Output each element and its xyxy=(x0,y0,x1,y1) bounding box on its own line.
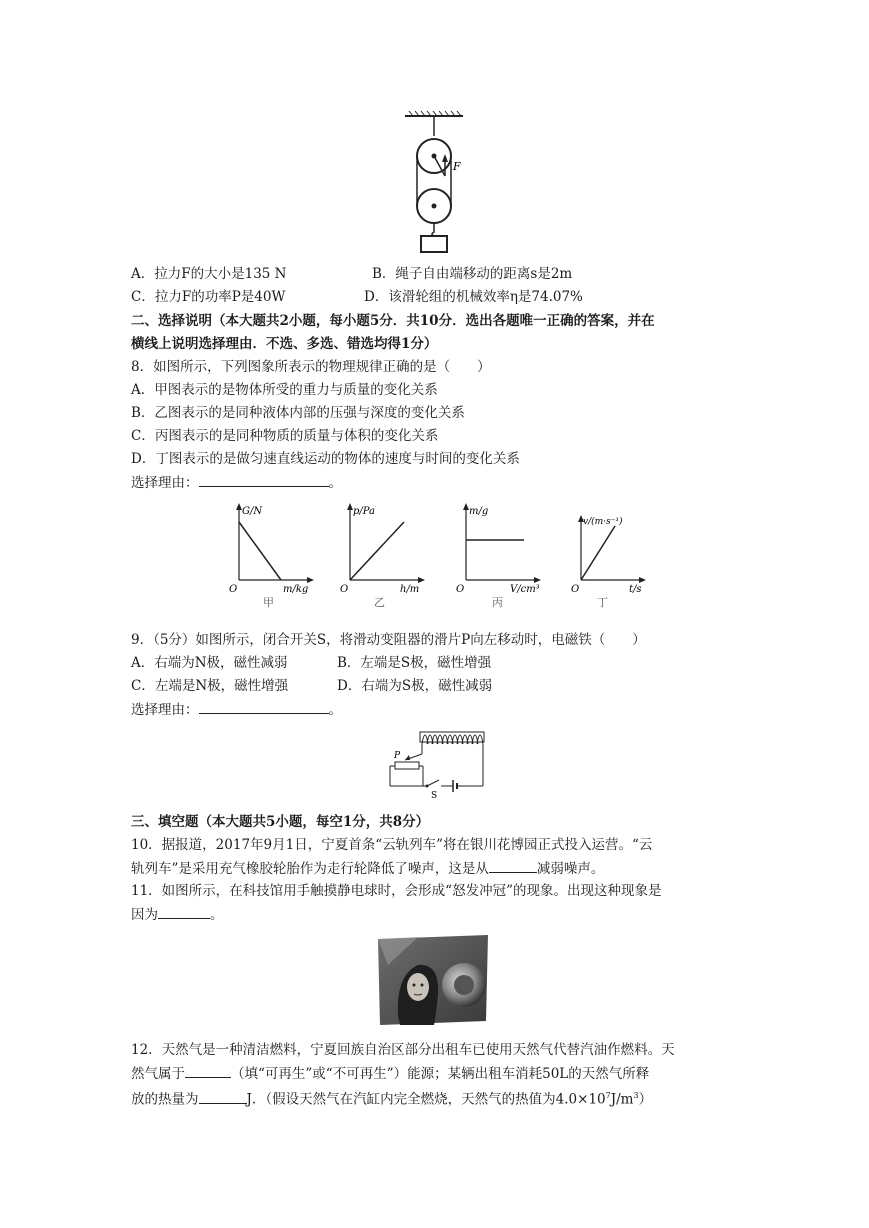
graph-yi-caption: 乙 xyxy=(374,596,385,609)
q12-line2 xyxy=(131,1063,649,1084)
electromagnet-circuit xyxy=(385,722,495,798)
q12-line1: 12．天然气是一种清洁燃料，宁夏回族自治区部分出租车已使用天然气代替汽油作燃料。天 xyxy=(131,1042,675,1058)
graph-ding-origin: O xyxy=(571,584,580,595)
q7-option-a: A．拉力F的大小是135 N xyxy=(131,266,287,282)
q12-line3 xyxy=(131,1086,652,1110)
q8-reason xyxy=(131,472,342,493)
graph-bing-xlabel: V/cm³ xyxy=(510,584,540,595)
q12-blank-1[interactable] xyxy=(185,1063,231,1078)
q7-option-c: C．拉力F的功率P是40W xyxy=(131,289,286,305)
q8-option-b: B．乙图表示的是同种液体内部的压强与深度的变化关系 xyxy=(131,405,465,421)
graph-jia-ylabel: G/N xyxy=(242,506,263,517)
q10-line2 xyxy=(131,858,604,879)
q12-exponent2: 3 xyxy=(633,1091,639,1100)
q10-blank[interactable] xyxy=(489,858,537,873)
graph-jia-origin: O xyxy=(229,584,238,595)
q9-option-b: B．左端是S极，磁性增强 xyxy=(337,655,492,671)
q12-blank-2[interactable] xyxy=(199,1089,247,1104)
graph-bing xyxy=(452,500,547,610)
graph-yi xyxy=(336,500,426,610)
graph-ding-xlabel: t/s xyxy=(629,584,642,595)
q9-option-a: A．右端为N极，磁性减弱 xyxy=(131,655,288,671)
q8-option-c: C．丙图表示的是同种物质的质量与体积的变化关系 xyxy=(131,428,439,444)
graph-yi-ylabel: p/Pa xyxy=(353,506,376,517)
q10-line2a: 轨列车”是采用充气橡胶轮胎作为走行轮降低了噪声，这是从 xyxy=(131,861,489,877)
q7-option-b: B．绳子自由端移动的距离s是2m xyxy=(372,266,573,282)
graph-yi-origin: O xyxy=(340,584,349,595)
q8-option-a: A．甲图表示的是物体所受的重力与质量的变化关系 xyxy=(131,382,438,398)
q9-option-c: C．左端是N极，磁性增强 xyxy=(131,678,289,694)
graph-jia-xlabel: m/kg xyxy=(283,584,309,595)
circuit-p-label: P xyxy=(394,751,401,761)
q9-reason-end: 。 xyxy=(328,702,342,718)
static-ball-photo xyxy=(378,935,488,1025)
q10-line1: 10．据报道，2017年9月1日，宁夏首条“云轨列车”将在银川花博园正式投入运营。“云 xyxy=(131,837,653,853)
pulley-diagram xyxy=(395,108,475,258)
q12-line2b: （填“可再生”或“不可再生”）能源；某辆出租车消耗50L的天然气所释 xyxy=(231,1066,650,1082)
q8-option-d: D．丁图表示的是做匀速直线运动的物体的速度与时间的变化关系 xyxy=(131,451,520,467)
section2-heading-line1: 二、选择说明（本大题共2小题，每小题5分．共10分．选出各题唯一正确的答案，并在 xyxy=(131,313,655,329)
q12-exponent: 7 xyxy=(605,1091,611,1100)
q8-stem: 8．如图所示，下列图象所表示的物理规律正确的是（ ） xyxy=(131,359,491,375)
q8-reason-end: 。 xyxy=(328,475,342,491)
q9-reason-blank[interactable] xyxy=(199,699,329,714)
section3-heading: 三、填空题（本大题共5小题，每空1分，共8分） xyxy=(131,814,430,830)
q11-blank[interactable] xyxy=(158,904,210,919)
q12-line3d: ） xyxy=(638,1091,653,1108)
graph-ding xyxy=(567,500,657,610)
graph-bing-caption: 丙 xyxy=(492,596,503,609)
q9-reason-label: 选择理由： xyxy=(131,702,199,718)
q9-stem: 9．（5分）如图所示，闭合开关S，将滑动变阻器的滑片P向左移动时，电磁铁（ ） xyxy=(131,632,646,648)
q9-option-d: D．右端为S极，磁性减弱 xyxy=(337,678,493,694)
graph-bing-ylabel: m/g xyxy=(469,506,489,517)
q12-line3a: 放的热量为 xyxy=(131,1091,199,1108)
q12-line3b: J．（假设天然气在汽缸内完全燃烧，天然气的热值为4.0×10 xyxy=(246,1091,606,1108)
section2-heading-line2: 横线上说明选择理由．不选、多选、错选均得1分） xyxy=(131,336,438,352)
graph-jia-caption: 甲 xyxy=(263,596,274,609)
graph-ding-caption: 丁 xyxy=(597,596,608,609)
q11-line1: 11．如图所示，在科技馆用手触摸静电球时，会形成“怒发冲冠”的现象。出现这种现象是 xyxy=(131,883,662,899)
q8-reason-blank[interactable] xyxy=(199,472,329,487)
q11-line2a: 因为 xyxy=(131,907,158,923)
graph-bing-origin: O xyxy=(456,584,465,595)
q8-reason-label: 选择理由： xyxy=(131,475,199,491)
q11-line2 xyxy=(131,904,224,925)
q12-line2a: 然气属于 xyxy=(131,1066,185,1082)
q11-line2b: 。 xyxy=(210,907,224,923)
circuit-s-label: S xyxy=(431,791,438,798)
graph-ding-ylabel: v/(m·s⁻¹) xyxy=(583,517,623,527)
q10-line2b: 减弱噪声。 xyxy=(536,861,605,877)
graph-jia xyxy=(225,500,315,610)
force-label: F xyxy=(453,160,461,173)
q12-line3c: J/m xyxy=(610,1091,634,1108)
graph-yi-xlabel: h/m xyxy=(400,584,420,595)
q7-option-d: D．该滑轮组的机械效率η是74.07% xyxy=(364,289,583,305)
q9-reason xyxy=(131,699,342,720)
